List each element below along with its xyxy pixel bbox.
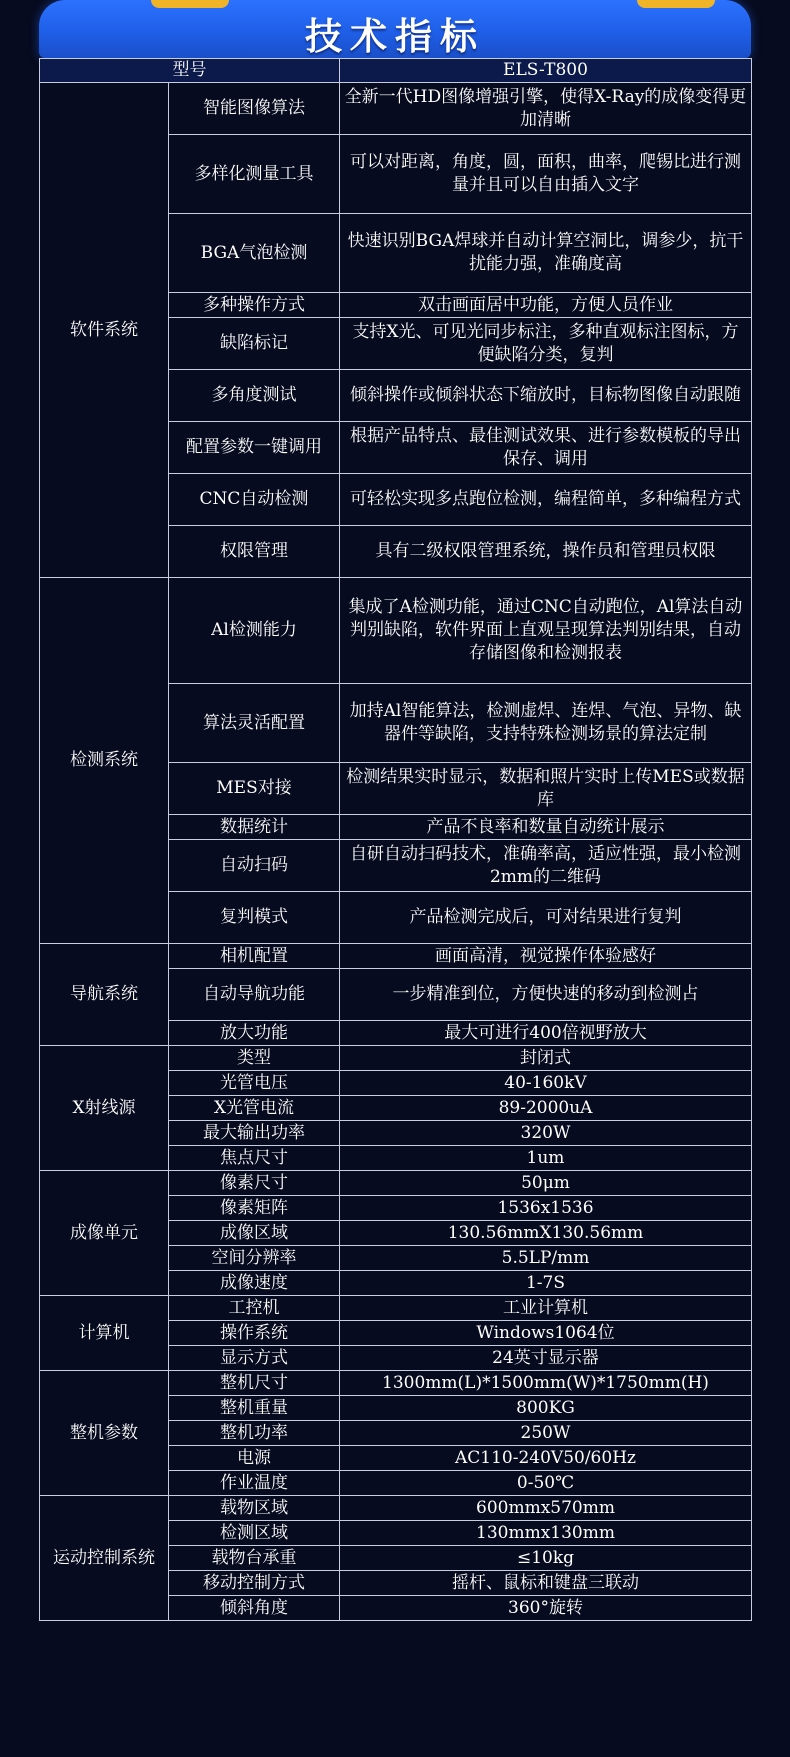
group-name-cell: 检测系统	[40, 578, 169, 944]
spec-item-cell: 权限管理	[169, 526, 340, 578]
spec-value-cell: 800KG	[340, 1396, 752, 1421]
spec-item-cell: 载物台承重	[169, 1546, 340, 1571]
spec-item-cell: X光管电流	[169, 1096, 340, 1121]
spec-item-cell: 缺陷标记	[169, 318, 340, 370]
spec-item-cell: 放大功能	[169, 1021, 340, 1046]
spec-value-cell: 600mmx570mm	[340, 1496, 752, 1521]
spec-item-cell: 光管电压	[169, 1071, 340, 1096]
spec-item-cell: 算法灵活配置	[169, 684, 340, 763]
spec-item-cell: 智能图像算法	[169, 83, 340, 135]
group-name-cell: X射线源	[40, 1046, 169, 1171]
table-row	[40, 578, 752, 684]
spec-value-cell: 倾斜操作或倾斜状态下缩放时，目标物图像自动跟随	[340, 370, 752, 422]
spec-item-cell: 检测区域	[169, 1521, 340, 1546]
table-row	[40, 1171, 752, 1196]
spec-value-cell: 24英寸显示器	[340, 1346, 752, 1371]
spec-item-cell: 载物区域	[169, 1496, 340, 1521]
spec-value-cell: 5.5LP/mm	[340, 1246, 752, 1271]
spec-value-cell: 1um	[340, 1146, 752, 1171]
spec-value-cell: 360°旋转	[340, 1596, 752, 1621]
spec-item-cell: Al检测能力	[169, 578, 340, 684]
spec-value-cell: 130mmx130mm	[340, 1521, 752, 1546]
spec-value-cell: 具有二级权限管理系统，操作员和管理员权限	[340, 526, 752, 578]
group-name-cell: 导航系统	[40, 944, 169, 1046]
group-name-cell: 软件系统	[40, 83, 169, 578]
spec-item-cell: 多角度测试	[169, 370, 340, 422]
group-name-cell: 成像单元	[40, 1171, 169, 1296]
spec-item-cell: 自动导航功能	[169, 969, 340, 1021]
spec-value-cell: Windows1064位	[340, 1321, 752, 1346]
spec-value-cell: 可以对距离，角度，圆，面积，曲率，爬锡比进行测量并且可以自由插入文字	[340, 135, 752, 214]
spec-item-cell: BGA气泡检测	[169, 214, 340, 293]
spec-value-cell: 一步精准到位，方便快速的移动到检测占	[340, 969, 752, 1021]
spec-item-cell: 最大输出功率	[169, 1121, 340, 1146]
spec-value-cell: 可轻松实现多点跑位检测，编程简单，多种编程方式	[340, 474, 752, 526]
spec-value-cell: 根据产品特点、最佳测试效果、进行参数模板的导出保存、调用	[340, 422, 752, 474]
table-row	[40, 1046, 752, 1071]
table-header-row	[40, 59, 752, 83]
spec-item-cell: 移动控制方式	[169, 1571, 340, 1596]
spec-value-cell: 产品检测完成后，可对结果进行复判	[340, 892, 752, 944]
spec-value-cell: 1-7S	[340, 1271, 752, 1296]
spec-value-cell: 检测结果实时显示，数据和照片实时上传MES或数据库	[340, 763, 752, 815]
spec-item-cell: 焦点尺寸	[169, 1146, 340, 1171]
spec-item-cell: 成像区域	[169, 1221, 340, 1246]
spec-value-cell: 250W	[340, 1421, 752, 1446]
spec-value-cell: AC110-240V50/60Hz	[340, 1446, 752, 1471]
spec-value-cell: 支持X光、可见光同步标注，多种直观标注图标，方便缺陷分类，复判	[340, 318, 752, 370]
table-row	[40, 1496, 752, 1521]
spec-item-cell: 像素矩阵	[169, 1196, 340, 1221]
spec-value-cell: 封闭式	[340, 1046, 752, 1071]
group-name-cell: 整机参数	[40, 1371, 169, 1496]
spec-value-cell: 89-2000uA	[340, 1096, 752, 1121]
spec-value-cell: 40-160kV	[340, 1071, 752, 1096]
spec-item-cell: 多种操作方式	[169, 293, 340, 318]
spec-item-cell: 相机配置	[169, 944, 340, 969]
spec-item-cell: 成像速度	[169, 1271, 340, 1296]
spec-value-cell: 最大可进行400倍视野放大	[340, 1021, 752, 1046]
spec-value-cell: 工业计算机	[340, 1296, 752, 1321]
spec-item-cell: 复判模式	[169, 892, 340, 944]
spec-item-cell: 倾斜角度	[169, 1596, 340, 1621]
page-title: 技术指标	[305, 15, 485, 58]
spec-value-cell: 加持Al智能算法，检测虚焊、连焊、气泡、异物、缺器件等缺陷，支持特殊检测场景的算法定制	[340, 684, 752, 763]
spec-item-cell: 整机尺寸	[169, 1371, 340, 1396]
title-banner	[39, 0, 751, 58]
spec-item-cell: MES对接	[169, 763, 340, 815]
spec-value-cell: 摇杆、鼠标和键盘三联动	[340, 1571, 752, 1596]
spec-value-cell: 320W	[340, 1121, 752, 1146]
spec-item-cell: 整机功率	[169, 1421, 340, 1446]
model-label: 型号	[40, 59, 340, 83]
spec-item-cell: 自动扫码	[169, 840, 340, 892]
group-name-cell: 计算机	[40, 1296, 169, 1371]
spec-value-cell: 0-50℃	[340, 1471, 752, 1496]
table-row	[40, 1371, 752, 1396]
spec-value-cell: ≤10kg	[340, 1546, 752, 1571]
table-row	[40, 83, 752, 135]
spec-value-cell: 集成了A检测功能，通过CNC自动跑位，Al算法自动判别缺陷，软件界面上直观呈现算法判别结果，自动存储图像和检测报表	[340, 578, 752, 684]
spec-item-cell: 整机重量	[169, 1396, 340, 1421]
spec-value-cell: 1300mm(L)*1500mm(W)*1750mm(H)	[340, 1371, 752, 1396]
spec-item-cell: CNC自动检测	[169, 474, 340, 526]
spec-value-cell: 画面高清，视觉操作体验感好	[340, 944, 752, 969]
spec-item-cell: 显示方式	[169, 1346, 340, 1371]
table-row	[40, 1296, 752, 1321]
spec-item-cell: 像素尺寸	[169, 1171, 340, 1196]
spec-item-cell: 电源	[169, 1446, 340, 1471]
spec-item-cell: 配置参数一键调用	[169, 422, 340, 474]
spec-item-cell: 多样化测量工具	[169, 135, 340, 214]
spec-item-cell: 作业温度	[169, 1471, 340, 1496]
spec-item-cell: 空间分辨率	[169, 1246, 340, 1271]
spec-value-cell: 自研自动扫码技术，准确率高，适应性强，最小检测2mm的二维码	[340, 840, 752, 892]
spec-value-cell: 双击画面居中功能，方便人员作业	[340, 293, 752, 318]
spec-item-cell: 工控机	[169, 1296, 340, 1321]
spec-table	[39, 58, 752, 1621]
spec-value-cell: 130.56mmX130.56mm	[340, 1221, 752, 1246]
spec-item-cell: 操作系统	[169, 1321, 340, 1346]
model-value: ELS-T800	[340, 59, 752, 83]
spec-value-cell: 50μm	[340, 1171, 752, 1196]
table-row	[40, 944, 752, 969]
spec-value-cell: 产品不良率和数量自动统计展示	[340, 815, 752, 840]
group-name-cell: 运动控制系统	[40, 1496, 169, 1621]
spec-value-cell: 快速识别BGA焊球并自动计算空洞比，调参少，抗干扰能力强，准确度高	[340, 214, 752, 293]
spec-value-cell: 1536x1536	[340, 1196, 752, 1221]
spec-item-cell: 类型	[169, 1046, 340, 1071]
spec-item-cell: 数据统计	[169, 815, 340, 840]
spec-value-cell: 全新一代HD图像增强引擎，使得X-Ray的成像变得更加清晰	[340, 83, 752, 135]
